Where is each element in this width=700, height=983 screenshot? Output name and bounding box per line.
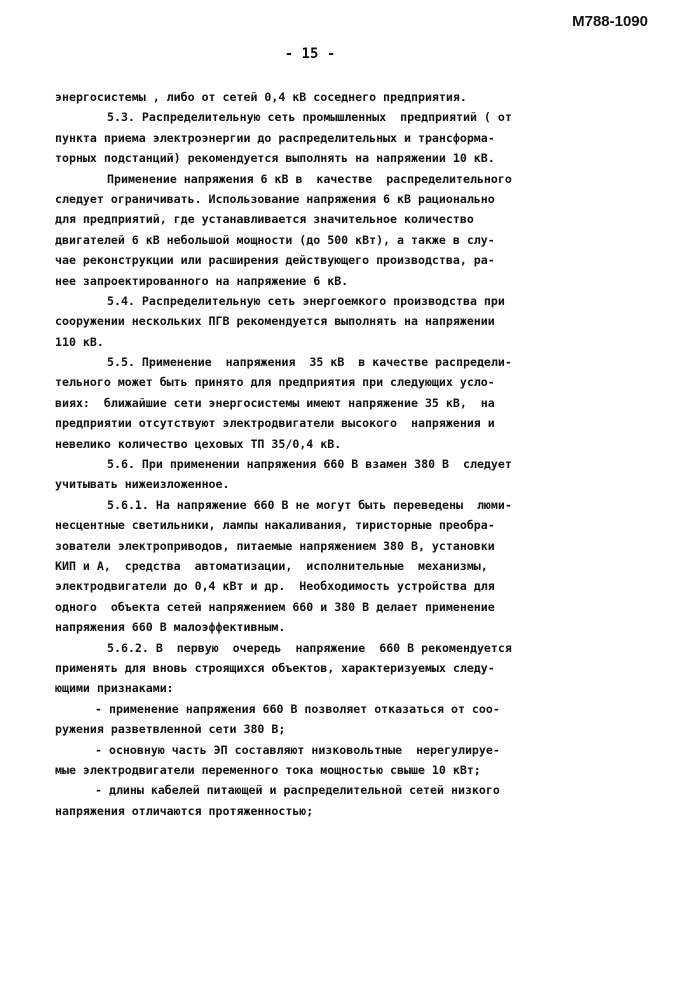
text-line: 110 кВ.: [55, 334, 104, 349]
text-line: пункта приема электроэнергии до распределительных и трансформа-: [55, 130, 495, 145]
text-line: 5.3. Распределительную сеть промышленных предприятий ( от: [107, 110, 512, 125]
text-line: сооружении нескольких ПГВ рекомендуется выполнять на напряжении: [55, 314, 495, 329]
text-line: напряжения отличаются протяженностью;: [55, 803, 314, 818]
text-line: двигателей 6 кВ небольшой мощности (до 500 кВт), а также в слу-: [55, 232, 495, 247]
text-line: тельного может быть принято для предприятия при следующих усло-: [55, 375, 495, 390]
text-line: предприятии отсутствуют электродвигатели высокого напряжения и: [55, 416, 495, 431]
document-code: М788-1090: [572, 13, 648, 30]
text-line: виях: ближайшие сети энергосистемы имеют напряжение 35 кВ, на: [55, 395, 495, 410]
text-line: следует ограничивать. Использование напряжения 6 кВ рационально: [55, 191, 495, 206]
text-line: электродвигатели до 0,4 кВт и др. Необходимость устройства для: [55, 579, 495, 594]
text-line: торных подстанций) рекомендуется выполнять на напряжении 10 кВ.: [55, 151, 495, 166]
text-line: энергосистемы , либо от сетей 0,4 кВ соседнего предприятия.: [55, 90, 467, 104]
text-line: 5.5. Применение напряжения 35 кВ в качестве распредели-: [107, 355, 512, 370]
text-line: невелико количество цеховых ТП 35/0,4 кВ.: [55, 436, 342, 451]
text-line: 5.6.1. На напряжение 660 В не могут быть переведены люми-: [107, 497, 512, 512]
text-line: 5.6.2. В первую очередь напряжение 660 В рекомендуется: [107, 640, 512, 655]
text-line: для предприятий, где устанавливается значительное количество: [55, 212, 474, 227]
text-line: учитывать нижеизложенное.: [55, 477, 230, 492]
text-line: 5.4. Распределительную сеть энергоемкого производства при: [107, 293, 505, 308]
text-line: чае реконструкции или расширения действующего производства, ра-: [55, 253, 495, 268]
text-line: - применение напряжения 660 В позволяет отказаться от соо-: [95, 701, 500, 716]
body-text: [55, 87, 655, 821]
text-line: нее запроектированного на напряжение 6 кВ.: [55, 273, 349, 288]
text-line: КИП и А, средства автоматизации, исполнительные механизмы,: [55, 558, 488, 573]
text-line: ружения разветвленной сети 380 В;: [55, 722, 286, 737]
text-line: применять для вновь строящихся объектов, характеризуемых следу-: [55, 660, 495, 675]
text-line: одного объекта сетей напряжением 660 и 380 В делает применение: [55, 599, 495, 614]
text-line: - основную часть ЭП составляют низковольтные нерегулируе-: [95, 742, 500, 757]
page-number: - 15 -: [284, 46, 336, 62]
text-line: - длины кабелей питающей и распределительной сетей низкого: [95, 783, 500, 798]
text-line: зователи электроприводов, питаемые напряжением 380 В, установки: [55, 538, 495, 553]
text-line: 5.6. При применении напряжения 660 В взамен 380 В следует: [107, 457, 512, 472]
text-line: мые электродвигатели переменного тока мощностью свыше 10 кВт;: [55, 762, 481, 777]
text-line: несцентные светильники, лампы накаливания, тиристорные преобра-: [55, 518, 495, 533]
text-line: Применение напряжения 6 кВ в качестве распределительного: [107, 171, 512, 186]
text-line: напряжения 660 В малоэффективным.: [55, 620, 286, 635]
text-line: ющими признаками:: [55, 681, 174, 696]
